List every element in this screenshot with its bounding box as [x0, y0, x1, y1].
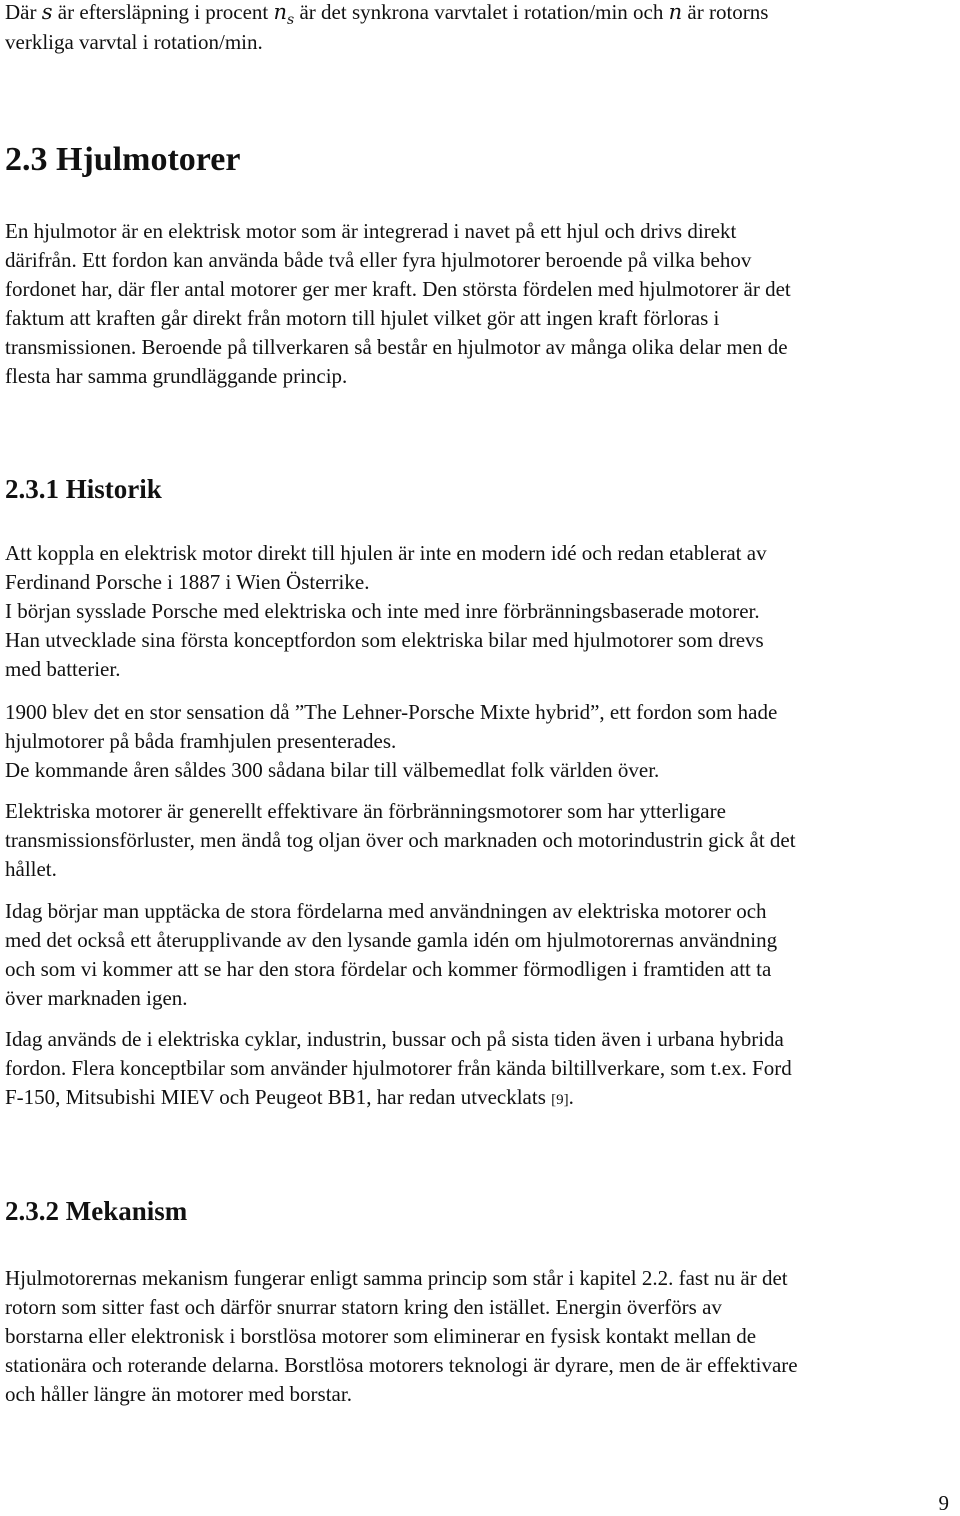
historik-line: hjulmotorer på båda framhjulen presenterades.	[5, 729, 397, 753]
historik-line: I början sysslade Porsche med elektriska och inte med inre förbränningsbaserade motorer.	[5, 599, 760, 623]
section-line: flesta har samma grundläggande princip.	[5, 364, 348, 388]
subsection-heading-mekanism: 2.3.2 Mekanism	[5, 1196, 188, 1226]
historik-line: över marknaden igen.	[5, 986, 188, 1010]
section-line: En hjulmotor är en elektrisk motor som är integrerad i navet på ett hjul och drivs direkt	[5, 219, 737, 243]
historik-line-last	[5, 1083, 574, 1114]
historik-line: Att koppla en elektrisk motor direkt till hjulen är inte en modern idé och redan etablerat av	[5, 541, 767, 565]
historik-text: .	[568, 1085, 574, 1109]
mekanism-line: Hjulmotorernas mekanism fungerar enligt samma princip som står i kapitel 2.2. fast nu är det	[5, 1266, 788, 1290]
section-heading: 2.3 Hjulmotorer	[5, 141, 241, 178]
document-page	[5, 0, 955, 1515]
citation: [9]	[551, 1092, 569, 1108]
page-number: 9	[938, 1491, 949, 1515]
intro-text: är det synkrona varvtalet i rotation/min och	[294, 0, 669, 24]
intro-text: är eftersläpning i procent	[52, 0, 274, 24]
historik-text: F-150, Mitsubishi MIEV och Peugeot BB1, har redan utvecklats	[5, 1085, 552, 1109]
historik-line: fordon. Flera konceptbilar som använder hjulmotorer från kända biltillverkare, som t.ex. Ford	[5, 1056, 792, 1080]
intro-text: är rotorns	[682, 0, 769, 24]
historik-line: Elektriska motorer är generellt effektivare än förbränningsmotorer som har ytterligare	[5, 799, 726, 823]
section-line: därifrån. Ett fordon kan använda både två eller fyra hjulmotorer beroende på vilka behov	[5, 248, 752, 272]
historik-line: hållet.	[5, 857, 57, 881]
mekanism-line: borstarna eller elektronisk i borstlösa motorer som eliminerar en fysisk kontakt mellan de	[5, 1324, 757, 1348]
section-line: transmissionen. Beroende på tillverkaren så består en hjulmotor av många olika delar men de	[5, 335, 788, 359]
historik-line: Idag används de i elektriska cyklar, industrin, bussar och på sista tiden även i urbana hybrida	[5, 1027, 784, 1051]
historik-line: med det också ett återupplivande av den lysande gamla idén om hjulmotorernas användning	[5, 928, 778, 952]
mekanism-line: och håller längre än motorer med borstar.	[5, 1382, 352, 1406]
symbol-s: s	[41, 0, 53, 24]
intro-line-2: verkliga varvtal i rotation/min.	[5, 30, 263, 54]
historik-line: Idag börjar man upptäcka de stora fördelarna med användningen av elektriska motorer och	[5, 899, 767, 923]
historik-line: Ferdinand Porsche i 1887 i Wien Österrike.	[5, 570, 370, 594]
intro-text: Där	[5, 0, 42, 24]
symbol-ns: $n_s$	[273, 0, 295, 29]
mekanism-line: stationära och roterande delarna. Borstlösa motorers teknologi är dyrare, men de är effektivare	[5, 1353, 798, 1377]
section-line: fordonet har, där fler antal motorer ger mer kraft. Den största fördelen med hjulmotorer är det	[5, 277, 791, 301]
mekanism-line: rotorn som sitter fast och därför snurrar statorn kring den istället. Energin överförs av	[5, 1295, 722, 1319]
historik-line: Han utvecklade sina första konceptfordon som elektriska bilar med hjulmotorer som drevs	[5, 628, 764, 652]
historik-line: 1900 blev det en stor sensation då ”The Lehner-Porsche Mixte hybrid”, ett fordon som hade	[5, 700, 778, 724]
historik-line: transmissionsförluster, men ändå tog oljan över och marknaden och motorindustrin gick åt det	[5, 828, 796, 852]
symbol-n: n	[668, 0, 683, 24]
historik-line: med batterier.	[5, 657, 121, 681]
subsection-heading-historik: 2.3.1 Historik	[5, 474, 162, 504]
section-line: faktum att kraften går direkt från motorn till hjulet vilket gör att ingen kraft förloras i	[5, 306, 720, 330]
historik-line: De kommande åren såldes 300 sådana bilar till välbemedlat folk världen över.	[5, 758, 660, 782]
historik-line: och som vi kommer att se har den stora fördelar och kommer förmodligen i framtiden att ta	[5, 957, 772, 981]
